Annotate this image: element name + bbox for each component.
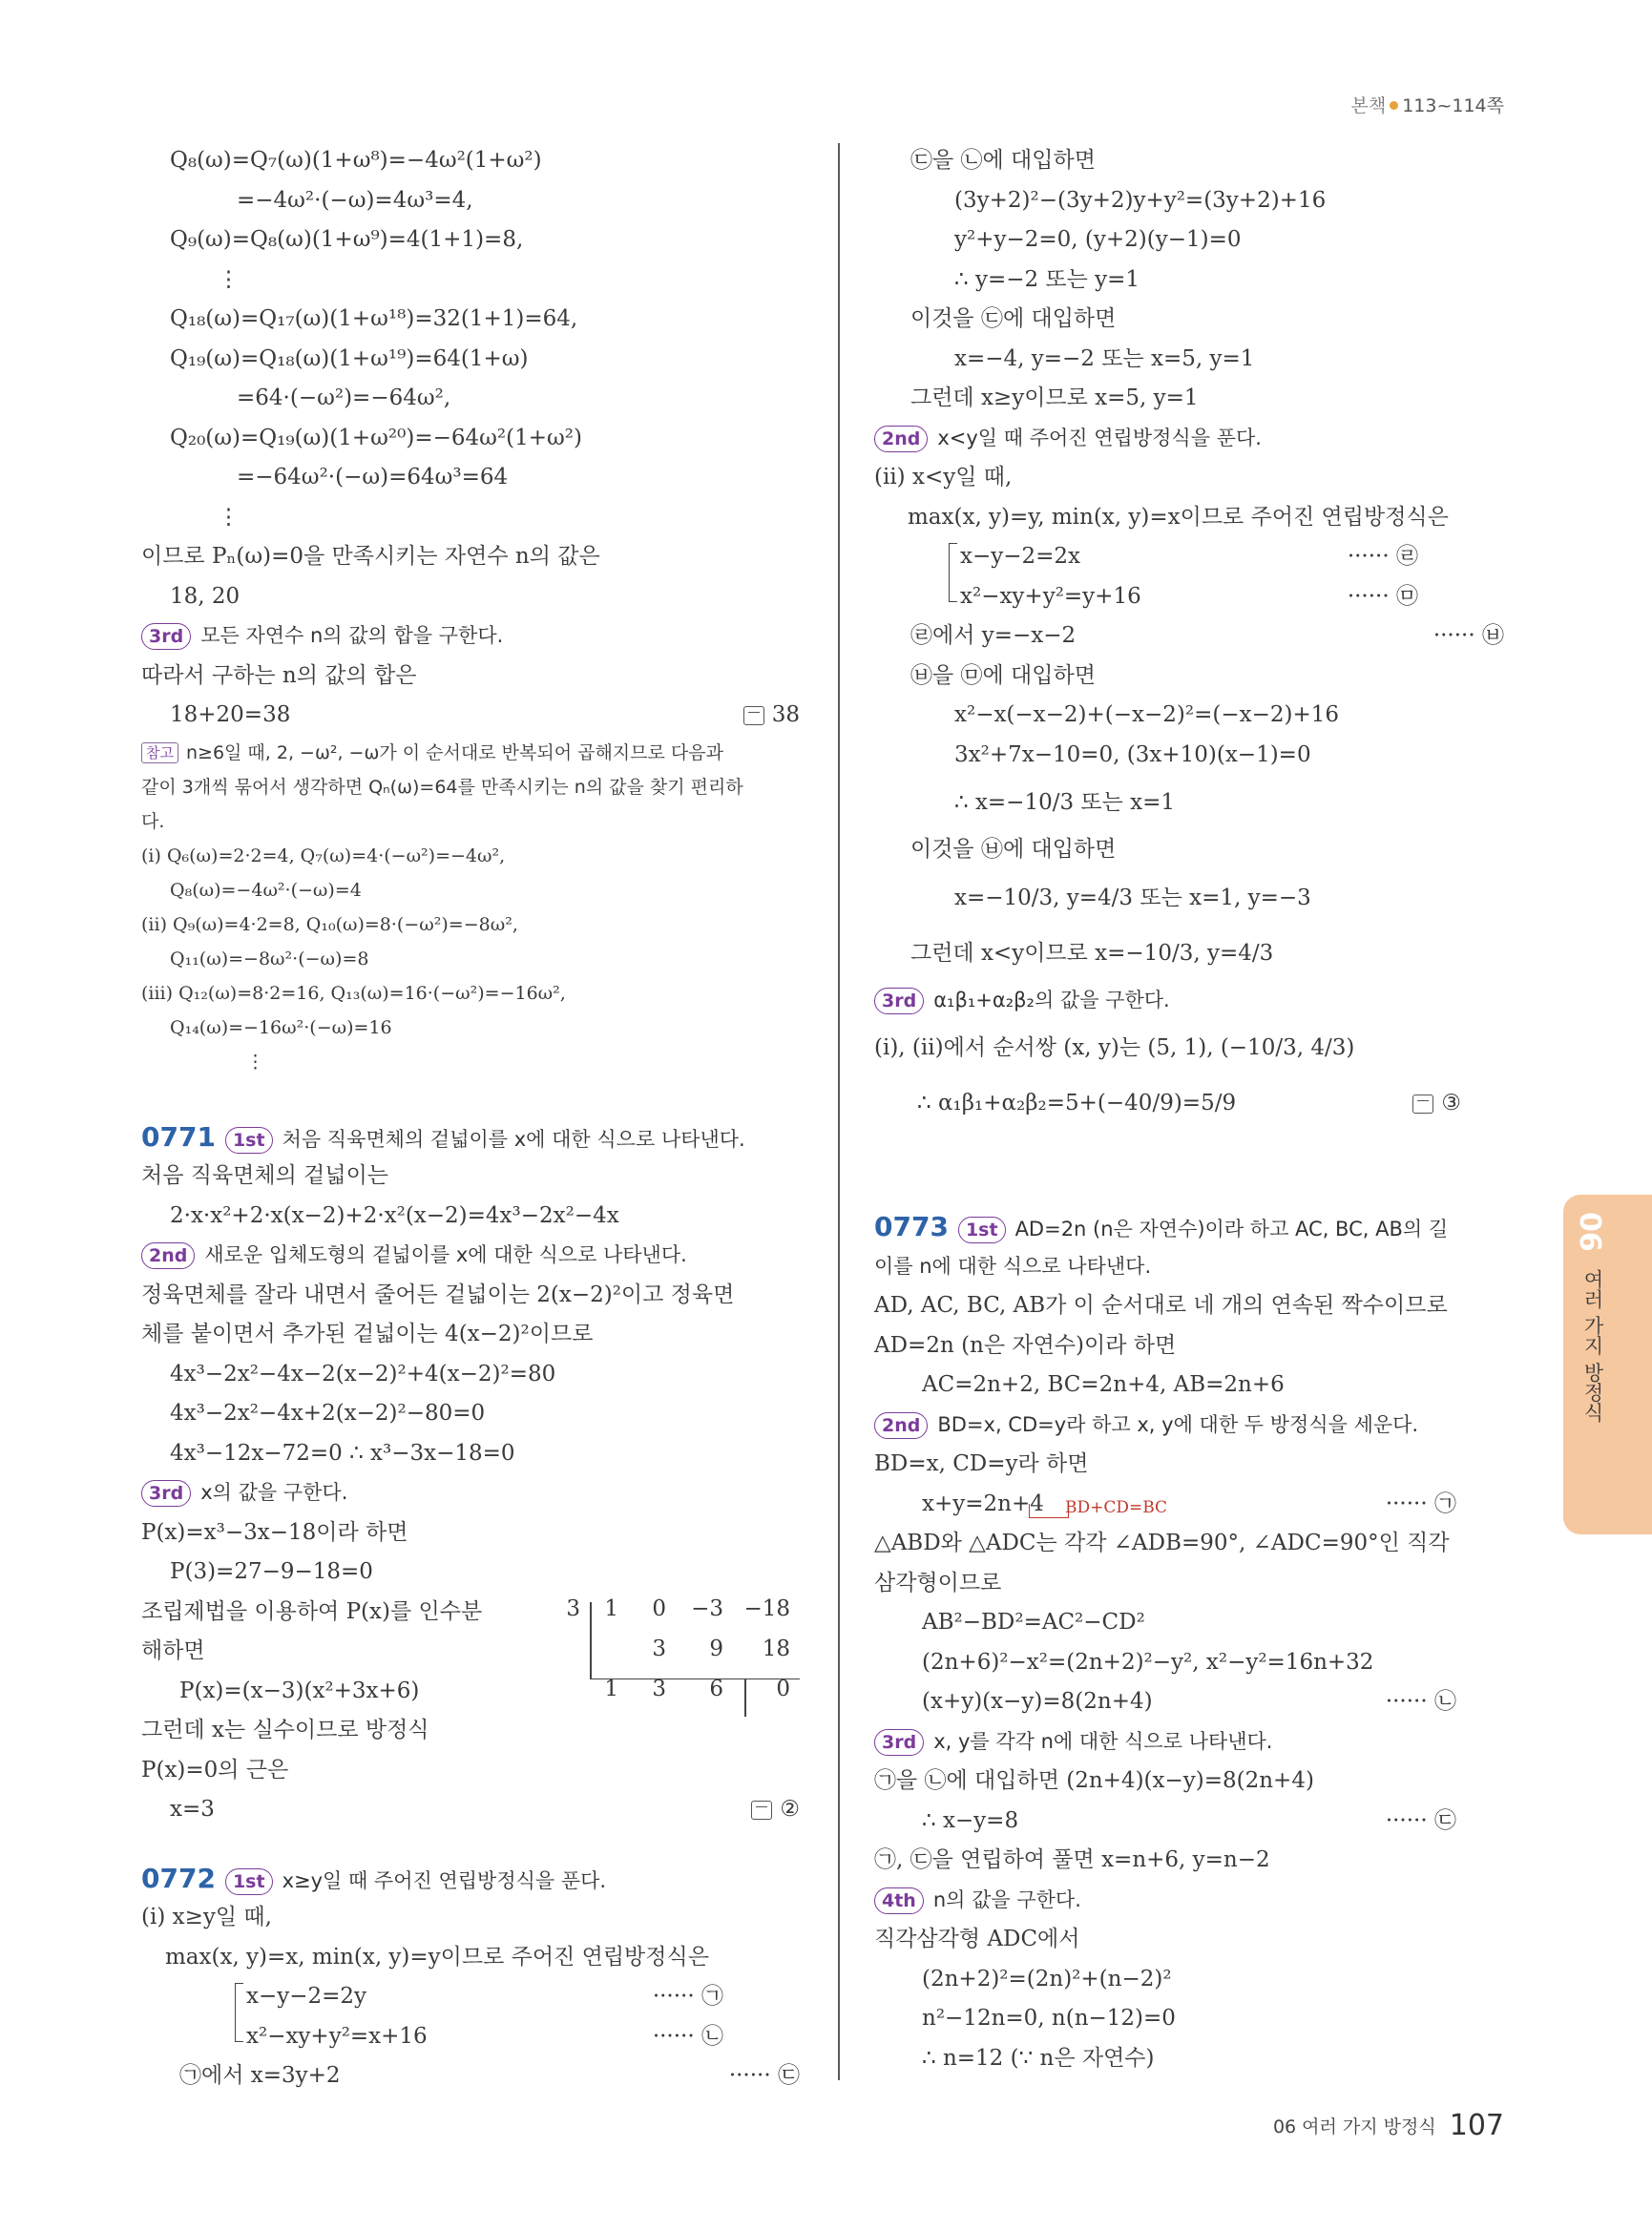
text-line: y²+y−2=0, (y+2)(y−1)=0 xyxy=(954,227,1242,252)
bullet-dot-icon xyxy=(1390,101,1398,110)
text-line: 해하면 xyxy=(141,1638,205,1663)
sum-expression: 18+20=38 xyxy=(170,702,291,727)
answer-mark xyxy=(743,696,800,736)
synth-cell: −3 xyxy=(691,1595,723,1621)
text-line: x=−10/3, y=4/3 또는 x=1, y=−3 xyxy=(954,885,1311,910)
text-line xyxy=(922,1485,1504,1525)
step-badge: 3rd xyxy=(874,988,924,1014)
note-math: ⋮ xyxy=(246,1051,264,1073)
step-row xyxy=(874,1406,1504,1446)
step-title: 새로운 입체도형의 겉넓이를 x에 대한 식으로 나타낸다. xyxy=(204,1243,687,1266)
root-value: x=3 xyxy=(170,1797,215,1822)
text-line: △ABD와 △ADC는 각각 ∠ADB=90°, ∠ADC=90°인 직각 xyxy=(874,1531,1450,1555)
step-badge: 3rd xyxy=(141,1480,191,1507)
equation-tag: ······ ㉡ xyxy=(1385,1689,1456,1714)
text-line: P(x)=(x−3)(x²+3x+6) xyxy=(179,1678,420,1703)
system-brace xyxy=(235,1983,243,2042)
text-line: (3y+2)²−(3y+2)y+y²=(3y+2)+16 xyxy=(954,187,1327,213)
text-line: 4x³−2x²−4x−2(x−2)²+4(x−2)²=80 xyxy=(170,1361,556,1387)
equation-tag: ······ ㉠ xyxy=(652,1984,723,2009)
equation-text: ㉣에서 y=−x−2 xyxy=(910,623,1077,648)
text-line: 직각삼각형 ADC에서 xyxy=(874,1927,1080,1951)
step-badge: 4th xyxy=(874,1887,924,1914)
note-math: Q₁₄(ω)=−16ω²·(−ω)=16 xyxy=(170,1016,392,1038)
text-line: 따라서 구하는 n의 값의 합은 xyxy=(141,662,417,688)
book-label: 본책 xyxy=(1350,95,1387,116)
footer-chapter: 06 여러 가지 방정식 xyxy=(1272,2116,1436,2137)
synth-cell: 0 xyxy=(776,1676,790,1701)
note-line: 같이 3개씩 묶어서 생각하면 Qₙ(ω)=64를 만족시키는 n의 값을 찾기 편리하 xyxy=(141,776,743,798)
problem-header-0773 xyxy=(874,1207,1504,1247)
answer-value: ③ xyxy=(1441,1091,1461,1116)
system-brace xyxy=(949,543,957,602)
text-line: Q₉(ω)=Q₈(ω)(1+ω⁹)=4(1+1)=8, xyxy=(170,227,524,252)
text-line: Q₁₈(ω)=Q₁₇(ω)(1+ω¹⁸)=32(1+1)=64, xyxy=(170,306,578,331)
note-math: Q₁₁(ω)=−8ω²·(−ω)=8 xyxy=(170,948,369,970)
chapter-tab-title: 여러 가지 방정식 xyxy=(1581,1269,1604,1423)
answer-mark xyxy=(1412,1075,1461,1131)
equation-system xyxy=(246,1977,800,2056)
equation-tag: ······ ㉠ xyxy=(1385,1491,1456,1516)
text-line: 2·x·x²+2·x(x−2)+2·x²(x−2)=4x³−2x²−4x xyxy=(170,1202,619,1228)
right-column xyxy=(874,141,1504,2078)
step-badge: 2nd xyxy=(874,426,928,452)
equation-text: ∴ x−y=8 xyxy=(922,1807,1019,1833)
page-range: 113~114쪽 xyxy=(1402,95,1504,116)
step-badge: 1st xyxy=(225,1868,273,1895)
text-line: Q₂₀(ω)=Q₁₉(ω)(1+ω²⁰)=−64ω²(1+ω²) xyxy=(170,425,582,450)
text-line: 이므로 Pₙ(ω)=0을 만족시키는 자연수 n의 값은 xyxy=(141,544,600,569)
synth-cell: 3 xyxy=(652,1636,666,1661)
synth-cell: 1 xyxy=(604,1595,618,1621)
note-math: (ⅰ) Q₆(ω)=2·2=4, Q₇(ω)=4·(−ω²)=−4ω², xyxy=(141,844,506,866)
text-line: 삼각형이므로 xyxy=(874,1570,1002,1595)
equation-tag: ······ ㉡ xyxy=(652,2023,723,2049)
chapter-tab-number: 06 xyxy=(1573,1212,1606,1252)
equation-tag: ······ ㉣ xyxy=(1347,544,1418,569)
step-row xyxy=(141,616,800,657)
equation-tag: ······ ㉢ xyxy=(1385,1807,1456,1833)
answer-value: ② xyxy=(780,1797,800,1822)
problem-number: 0772 xyxy=(141,1862,216,1894)
step-title: BD=x, CD=y라 하고 x, y에 대한 두 방정식을 세운다. xyxy=(937,1412,1419,1436)
equation-text: ㉠에서 x=3y+2 xyxy=(179,2063,341,2088)
text-line: 4x³−12x−72=0 ∴ x³−3x−18=0 xyxy=(170,1440,515,1466)
step-row xyxy=(874,1881,1504,1921)
text-line: 체를 붙이면서 추가된 겉넓이는 4(x−2)²이므로 xyxy=(141,1322,594,1346)
text-line: ㉠, ㉢을 연립하여 풀면 x=n+6, y=n−2 xyxy=(874,1847,1270,1872)
synthetic-division-block xyxy=(141,1593,800,1712)
text-line: ㉥을 ㉤에 대입하면 xyxy=(910,662,1096,688)
text-line: ⋮ xyxy=(218,266,240,292)
step-badge: 1st xyxy=(958,1217,1006,1243)
text-line: 그런데 x<y이므로 x=−10/3, y=4/3 xyxy=(910,940,1274,966)
equation-text: x−y−2=2x xyxy=(960,544,1081,569)
text-line: ∴ x=−10/3 또는 x=1 xyxy=(954,790,1176,815)
synth-cell: 6 xyxy=(709,1676,723,1701)
problem-header-0771 xyxy=(141,1117,800,1157)
text-line: P(x)=0의 근은 xyxy=(141,1757,289,1783)
synth-cell: 18 xyxy=(762,1636,790,1661)
left-column xyxy=(141,141,800,2096)
synth-cell: 1 xyxy=(604,1676,618,1701)
step-badge: 2nd xyxy=(874,1412,928,1439)
equation-tag: ······ ㉥ xyxy=(1432,623,1504,648)
equation-text: x²−xy+y²=x+16 xyxy=(246,2023,428,2049)
problem-number: 0771 xyxy=(141,1120,216,1153)
text-line xyxy=(917,1075,1504,1131)
column-divider xyxy=(838,143,840,2080)
text-line: ∴ y=−2 또는 y=1 xyxy=(954,266,1140,292)
step-title: α₁β₁+α₂β₂의 값을 구한다. xyxy=(933,988,1170,1011)
step-row xyxy=(874,1722,1504,1762)
hint-bracket xyxy=(1029,1504,1069,1518)
step-title: x≥y일 때 주어진 연립방정식을 푼다. xyxy=(282,1868,607,1892)
step-badge: 3rd xyxy=(141,623,191,650)
text-line: 그런데 x는 실수이므로 방정식 xyxy=(141,1718,429,1742)
text-line: ⋮ xyxy=(218,504,240,530)
step-title: x<y일 때 주어진 연립방정식을 푼다. xyxy=(937,426,1262,449)
text-line: (2n+2)²=(2n)²+(n−2)² xyxy=(922,1966,1172,1991)
equation-tag: ······ ㉤ xyxy=(1347,583,1418,609)
equation-text: x+y=2n+4 xyxy=(922,1491,1044,1516)
text-line: P(3)=27−9−18=0 xyxy=(170,1559,373,1584)
text-line xyxy=(170,696,800,736)
text-line: AD=2n (n은 자연수)이라 하면 xyxy=(874,1332,1177,1358)
step-title: n의 값을 구한다. xyxy=(932,1887,1081,1911)
text-line: 4x³−2x²−4x+2(x−2)²−80=0 xyxy=(170,1401,486,1426)
answer-icon xyxy=(743,706,764,725)
synth-root: 3 xyxy=(566,1595,580,1621)
step-title: AD=2n (n은 자연수)이라 하고 AC, BC, AB의 길 xyxy=(1014,1218,1449,1241)
note-math: Q₈(ω)=−4ω²·(−ω)=4 xyxy=(170,879,362,901)
equation-text: (x+y)(x−y)=8(2n+4) xyxy=(922,1689,1153,1714)
equation xyxy=(960,537,1504,577)
text-line: 18, 20 xyxy=(170,583,240,609)
equation xyxy=(960,577,1504,617)
synth-cell: 3 xyxy=(652,1676,666,1701)
text-line: =−64ω²·(−ω)=64ω³=64 xyxy=(237,465,509,490)
answer-icon xyxy=(751,1801,772,1820)
text-line: 이것을 ㉥에 대입하면 xyxy=(910,837,1117,862)
step-title: 모든 자연수 n의 값의 합을 구한다. xyxy=(200,624,504,647)
text-line: =64·(−ω²)=−64ω², xyxy=(237,386,451,410)
text-line: =−4ω²·(−ω)=4ω³=4, xyxy=(237,187,473,213)
page-footer xyxy=(1273,2109,1504,2142)
step-title-cont: 이를 n에 대한 식으로 나타낸다. xyxy=(874,1254,1152,1278)
text-line xyxy=(179,2056,800,2096)
text-line: ㉠을 ㉡에 대입하면 (2n+4)(x−y)=8(2n+4) xyxy=(874,1768,1314,1793)
text-line: AD, AC, BC, AB가 이 순서대로 네 개의 연속된 짝수이므로 xyxy=(874,1293,1448,1318)
problem-header-0772 xyxy=(141,1859,800,1899)
text-line: Q₁₉(ω)=Q₁₈(ω)(1+ω¹⁹)=64(1+ω) xyxy=(170,345,529,371)
synthetic-division xyxy=(561,1596,800,1715)
hint-text: BD+CD=BC xyxy=(1065,1497,1168,1517)
equation-text: x−y−2=2y xyxy=(246,1984,367,2009)
synth-cell: 9 xyxy=(709,1636,723,1661)
text-line: x=−4, y=−2 또는 x=5, y=1 xyxy=(954,345,1255,371)
text-line: AB²−BD²=AC²−CD² xyxy=(922,1610,1145,1635)
page-number: 107 xyxy=(1449,2109,1504,2142)
text-line: max(x, y)=y, min(x, y)=x이므로 주어진 연립방정식은 xyxy=(908,504,1449,530)
text-line: ㉢을 ㉡에 대입하면 xyxy=(910,148,1096,173)
text-line xyxy=(922,1802,1504,1842)
synth-cell: 0 xyxy=(652,1595,666,1621)
text-line: AC=2n+2, BC=2n+4, AB=2n+6 xyxy=(922,1372,1285,1397)
equation xyxy=(246,1977,800,2017)
step-row xyxy=(874,419,1504,459)
step-row xyxy=(141,1236,800,1276)
text-line: 3x²+7x−10=0, (3x+10)(x−1)=0 xyxy=(954,741,1311,767)
text-line: (2n+6)²−x²=(2n+2)²−y², x²−y²=16n+32 xyxy=(922,1649,1374,1675)
text-line: 조립제법을 이용하여 P(x)를 인수분 xyxy=(141,1598,483,1624)
text-line: Q₈(ω)=Q₇(ω)(1+ω⁸)=−4ω²(1+ω²) xyxy=(170,148,542,173)
answer-value: 38 xyxy=(771,702,800,727)
note-math: (ⅱ) Q₉(ω)=4·2=8, Q₁₀(ω)=8·(−ω²)=−8ω², xyxy=(141,913,518,935)
note-tag: 참고 xyxy=(141,742,178,763)
step-title: 처음 직육면체의 겉넓이를 x에 대한 식으로 나타낸다. xyxy=(282,1127,745,1151)
note-text: n≥6일 때, 2, −ω², −ω가 이 순서대로 반복되어 곱해지므로 다음과 xyxy=(185,741,723,763)
step-title: x, y를 각각 n에 대한 식으로 나타낸다. xyxy=(933,1729,1273,1753)
text-line: x²−x(−x−2)+(−x−2)²=(−x−2)+16 xyxy=(954,702,1340,727)
text-line: ∴ n=12 (∵ n은 자연수) xyxy=(922,2045,1155,2071)
text-line xyxy=(922,1682,1504,1722)
step-badge: 2nd xyxy=(141,1242,195,1269)
text-line xyxy=(170,1790,800,1830)
text-line: 이것을 ㉢에 대입하면 xyxy=(910,306,1117,331)
text-line: (ⅰ) x≥y일 때, xyxy=(141,1905,272,1929)
equation-text: x²−xy+y²=y+16 xyxy=(960,583,1141,609)
equation xyxy=(246,2017,800,2057)
final-expression: ∴ α₁β₁+α₂β₂=5+(−40/9)=5/9 xyxy=(917,1091,1237,1116)
text-line: (ⅱ) x<y일 때, xyxy=(874,465,1013,490)
step-row xyxy=(141,1473,800,1513)
text-line: P(x)=x³−3x−18이라 하면 xyxy=(141,1519,408,1545)
synth-cell: −18 xyxy=(743,1595,790,1621)
answer-icon xyxy=(1412,1095,1433,1114)
text-line: BD=x, CD=y라 하면 xyxy=(874,1451,1089,1476)
reference-pages xyxy=(1350,92,1504,117)
equation-system xyxy=(960,537,1504,616)
text-line: 그런데 x≥y이므로 x=5, y=1 xyxy=(910,386,1199,410)
text-line: (ⅰ), (ⅱ)에서 순서쌍 (x, y)는 (5, 1), (−10/3, 4/3) xyxy=(874,1035,1355,1060)
note-line: 다. xyxy=(141,810,165,832)
problem-number: 0773 xyxy=(874,1211,949,1242)
note-math: (ⅲ) Q₁₂(ω)=8·2=16, Q₁₃(ω)=16·(−ω²)=−16ω², xyxy=(141,982,566,1004)
step-row xyxy=(874,981,1504,1021)
answer-mark xyxy=(751,1790,800,1830)
step-badge: 1st xyxy=(225,1127,273,1154)
text-line xyxy=(910,616,1504,657)
text-line: 정육면체를 잘라 내면서 줄어든 겉넓이는 2(x−2)²이고 정육면 xyxy=(141,1282,735,1307)
text-line: 처음 직육면체의 겉넓이는 xyxy=(141,1163,389,1188)
step-badge: 3rd xyxy=(874,1729,924,1756)
step-title: x의 값을 구한다. xyxy=(200,1481,348,1504)
note-line xyxy=(141,736,800,770)
text-line: n²−12n=0, n(n−12)=0 xyxy=(922,2006,1176,2031)
equation-tag: ······ ㉢ xyxy=(728,2063,800,2088)
text-line: max(x, y)=x, min(x, y)=y이므로 주어진 연립방정식은 xyxy=(165,1944,709,1970)
